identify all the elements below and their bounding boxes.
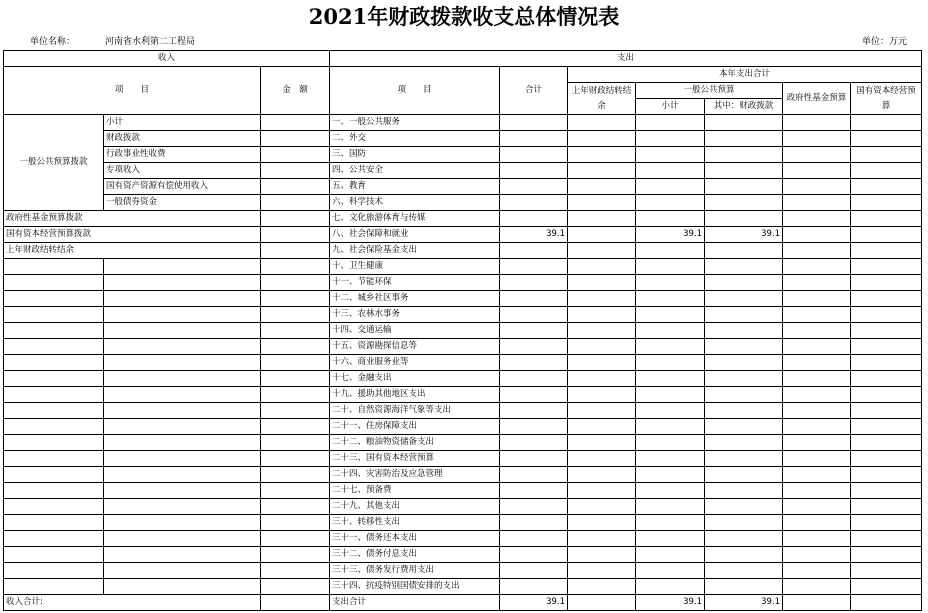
expense-item: 十五、资源勘探信息等 [330, 339, 500, 355]
income-other-label: 国有资本经营预算拨款 [4, 227, 261, 243]
expense-header: 支出 [330, 51, 922, 67]
expense-item: 一、一般公共服务 [330, 115, 500, 131]
income-header: 收入 [4, 51, 330, 67]
col-state-capital-header: 国有资本经营预算 [851, 83, 922, 115]
income-other-label: 上年财政结转结余 [4, 243, 261, 259]
expense-item: 七、文化旅游体育与传媒 [330, 211, 500, 227]
expense-item: 二十一、住房保障支出 [330, 419, 500, 435]
currency-label: 单位：万元 [862, 37, 908, 47]
col-item-header: 项 目 [4, 67, 261, 115]
col-amount-header: 金 额 [261, 67, 330, 115]
expense-item: 十四、交通运输 [330, 323, 500, 339]
col-prior-balance-header: 上年财政结转结余 [568, 83, 636, 115]
col-of-which-header: 其中：财政拨款 [705, 99, 783, 115]
expense-item: 十六、商业服务业等 [330, 355, 500, 371]
expense-item: 六、科学技术 [330, 195, 500, 211]
expense-item: 二十三、国有资本经营预算 [330, 451, 500, 467]
expense-item: 二、外交 [330, 131, 500, 147]
expense-item: 二十九、其他支出 [330, 499, 500, 515]
unit-info-row [0, 35, 928, 50]
expense-item: 九、社会保险基金支出 [330, 243, 500, 259]
row8-fiscal: 39.1 [705, 227, 783, 243]
income-row-label: 一般债券资金 [104, 195, 261, 211]
col-expense-item-header: 项 目 [330, 67, 500, 115]
expense-item: 十九、援助其他地区支出 [330, 387, 500, 403]
finance-table [3, 50, 922, 611]
income-row-label: 财政拨款 [104, 131, 261, 147]
row8-subtotal: 39.1 [636, 227, 705, 243]
grand-fiscal: 39.1 [705, 595, 783, 611]
expense-total-label: 支出合计 [330, 595, 500, 611]
expense-item: 五、教育 [330, 179, 500, 195]
expense-item: 二十四、灾害防治及应急管理 [330, 467, 500, 483]
general-budget-group-label: 一般公共预算拨款 [4, 115, 104, 211]
expense-item: 二十七、预备费 [330, 483, 500, 499]
income-other-label: 政府性基金预算拨款 [4, 211, 261, 227]
page-title: 2021年财政拨款收支总体情况表 [308, 4, 620, 29]
expense-item: 十一、节能环保 [330, 275, 500, 291]
income-row-label: 专项收入 [104, 163, 261, 179]
expense-item: 二十、自然资源海洋气象等支出 [330, 403, 500, 419]
col-total-header: 合计 [500, 67, 568, 115]
expense-item: 三十三、债务发行费用支出 [330, 563, 500, 579]
expense-item: 八、社会保障和就业 [330, 227, 500, 243]
expense-item: 二十二、粮油物资储备支出 [330, 435, 500, 451]
col-subtotal-header: 小计 [636, 99, 705, 115]
expense-item: 三十一、债务还本支出 [330, 531, 500, 547]
expense-item: 十、卫生健康 [330, 259, 500, 275]
unit-label: 单位名称： [30, 37, 76, 47]
expense-item: 三十二、债务付息支出 [330, 547, 500, 563]
col-current-year-header: 本年支出合计 [568, 67, 922, 83]
col-gov-fund-header: 政府性基金预算 [783, 83, 851, 115]
expense-item: 三十四、抗疫特别国债安排的支出 [330, 579, 500, 595]
income-row-label: 小计 [104, 115, 261, 131]
expense-item: 四、公共安全 [330, 163, 500, 179]
income-row-label: 行政事业性收费 [104, 147, 261, 163]
expense-item: 十三、农林水事务 [330, 307, 500, 323]
row8-total: 39.1 [500, 227, 568, 243]
grand-total: 39.1 [500, 595, 568, 611]
unit-name: 河南省水利第二工程局 [105, 37, 196, 47]
grand-subtotal: 39.1 [636, 595, 705, 611]
income-total-label: 收入合计: [4, 595, 261, 611]
expense-item: 三十、转移性支出 [330, 515, 500, 531]
expense-item: 十七、金融支出 [330, 371, 500, 387]
income-row-label: 国有资产资源有偿使用收入 [104, 179, 261, 195]
expense-item: 三、国防 [330, 147, 500, 163]
expense-item: 十二、城乡社区事务 [330, 291, 500, 307]
col-general-budget-header: 一般公共预算 [636, 83, 783, 99]
